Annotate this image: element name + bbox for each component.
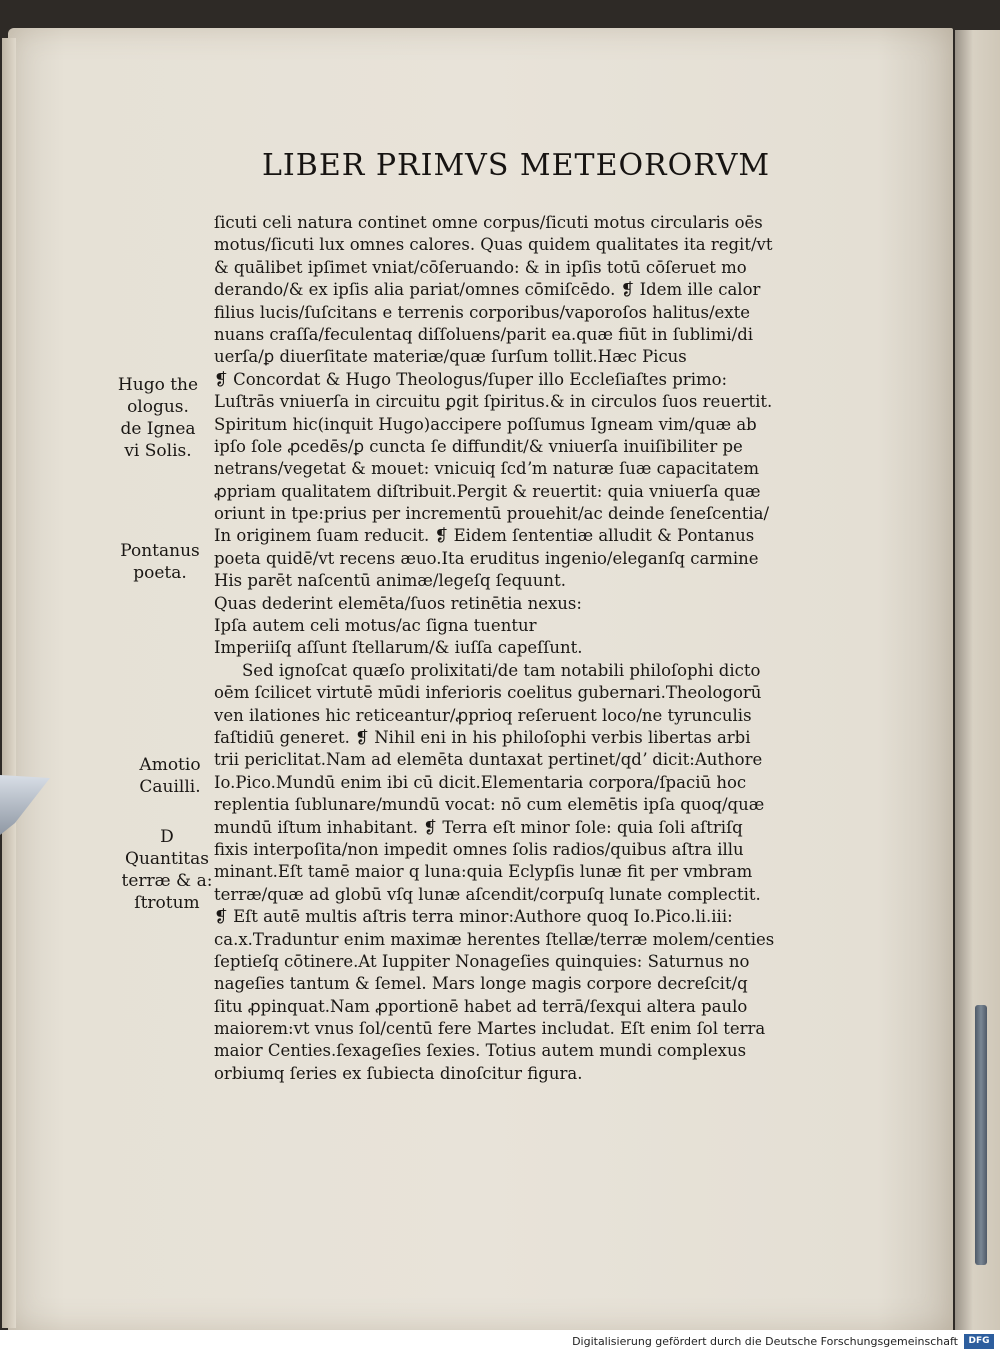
funding-credit: Digitalisierung gefördert durch die Deutsche Forschungsgemeinschaft [572,1335,958,1348]
text-line: filius lucis/ſuſcitans e terrenis corporibus/vaporoſos halitus/exte [214,302,751,322]
text-line: trii periclitat.Nam ad elemēta duntaxat pertinet/qdʼ dicit:Authore [214,750,763,770]
dfg-logo: DFG [964,1334,994,1349]
text-line: ca.x.Traduntur enim maximæ herentes ſtellæ/terræ molem/centies [214,929,775,949]
text-line: maiorem:vt vnus ſol/centū fere Martes includat. Eſt enim ſol terra [214,1019,766,1039]
marginal-line: vi Solis. [124,441,192,461]
marginal-line: Pontanus [120,541,200,561]
running-head: LIBER PRIMVS METEORORVM [262,148,771,183]
text-line: ſicuti celi natura continet omne corpus/ſicuti motus circularis oēs [214,213,763,232]
text-line: His parēt naſcentū animæ/legeſq ſequunt. [214,571,566,591]
marginal-note-quantitas [112,826,222,914]
text-line: Sed ignoſcat quæſo prolixitati/de tam notabili philoſophi dicto [242,660,761,680]
marginal-line: Hugo the [117,375,199,395]
text-line: ipſo ſole ꝓcedēs/ꝑ cuncta ſe diffundit/& vniuerſa inuiſibiliter pe [214,436,743,456]
text-line: Io.Pico.Mundū enim ibi cū dicit.Elementaria corpora/ſpaciū hoc [214,772,747,792]
text-line: ſitu ꝓpinquat.Nam ꝓportionē habet ad terrā/ſexqui altera paulo [214,996,748,1016]
text-line: oriunt in tpe:prius per incrementū prouehit/ac deinde ſeneſcentia/ [214,504,770,524]
marginal-line: ologus. [127,397,189,417]
marginal-line: Amotio [139,755,201,775]
text-line: ꝓpriam qualitatem diſtribuit.Pergit & reuertit: quia vniuerſa quæ [214,481,761,501]
text-line: & quālibet ipſimet vniat/cōſeruando: & in ipſis totū cōſeruet mo [214,257,747,277]
text-line: poeta quidē/vt recens æuo.Ita eruditus ingenio/eleganſq carmine [214,548,759,568]
verse-line: Quas dederint elemēta/ſuos retinētia nexus: [214,593,582,613]
text-line: mundū iſtum inhabitant. ❡ Terra eſt minor ſole: quia ſoli aſtriſq [214,817,743,837]
text-line: maior Centies.ſexageſies ſexies. Totius autem mundi complexus [214,1041,747,1061]
text-line: replentia ſublunare/mundū vocat: nō cum elemētis ipſa quoq/quæ [214,795,765,815]
text-line: fixis interpoſita/non impedit omnes ſolis radios/quibus aſtra illu [214,839,744,859]
marginal-line: ſtrotum [134,893,200,913]
bookmark-ribbon [975,1005,987,1265]
text-line: terræ/quæ ad globū vſq lunæ aſcendit/corpuſq lunate complectit. [214,884,761,904]
text-line: ❡ Concordat & Hugo Theologus/ſuper illo Eccleſiaſtes primo: [214,369,728,389]
marginal-note-amotio [120,754,220,798]
text-line: Spiritum hic(inquit Hugo)accipere poſſumus Igneam vim/quæ ab [214,414,757,434]
verse-line: Imperiiſq aſſunt ſtellarum/& iuſſa capeſſunt. [214,638,583,658]
verse-line: Ipſa autem celi motus/ac ſigna tuentur [214,616,537,636]
text-line: uerſa/ꝑ diuerſitate materiæ/quæ ſurſum tollit.Hæc Picus [214,347,687,367]
text-line: oēm ſcilicet virtutē mūdi inferioris coelitus gubernari.Theologorū [214,683,762,703]
marginal-line: terræ & a: [121,871,213,891]
text-line: orbiumq ſeries ex ſubiecta dinoſcitur figura. [214,1063,583,1083]
text-line: faſtidiū generet. ❡ Nihil eni in his philoſophi verbis libertas arbi [214,727,751,747]
text-line: derando/& ex ipſis alia pariat/omnes cōmiſcēdo. ❡ Idem ille calor [214,280,761,300]
body-text [214,212,844,1085]
marginal-line: de Ignea [120,419,196,439]
marginal-line: Cauilli. [139,777,201,797]
marginal-note-pontanus [110,540,210,584]
text-line: ❡ Eſt autē multis aſtris terra minor:Authore quoq Io.Pico.li.iii: [214,907,733,927]
text-line: motus/ſicuti lux omnes calores. Quas quidem qualitates ita regit/vt [214,235,773,255]
text-line: ven ilationes hic reticeantur/ꝓprioq reſeruent loco/ne tyrunculis [214,705,752,725]
footer-bar [0,1330,1000,1354]
marginal-line: poeta. [133,563,187,583]
marginal-note-hugo [108,374,208,462]
text-line: Luſtrās vniuerſa in circuitu ꝑgit ſpiritus.& in circulos ſuos reuertit. [214,392,773,412]
marginal-line: Quantitas [125,849,209,869]
text-line: ſeptieſq cōtinere.At Iuppiter Nonageſies quinquies: Saturnus no [214,951,750,971]
text-line: minant.Eſt tamē maior q luna:quia Eclypſis lunæ fit per vmbram [214,862,753,882]
text-line: netrans/vegetat & mouet: vnicuiq ſcdʼm naturæ ſuæ capacitatem [214,459,760,479]
text-line: In originem ſuam reducit. ❡ Eidem ſententiæ alludit & Pontanus [214,526,755,546]
marginal-line: D [160,827,174,847]
text-line: nuans craſſa/feculentaq diſſoluens/parit ea.quæ fiūt in ſublimi/di [214,324,754,344]
text-line: nageſies tantum & ſemel. Mars longe magis corpore decreſcit/q [214,974,748,994]
